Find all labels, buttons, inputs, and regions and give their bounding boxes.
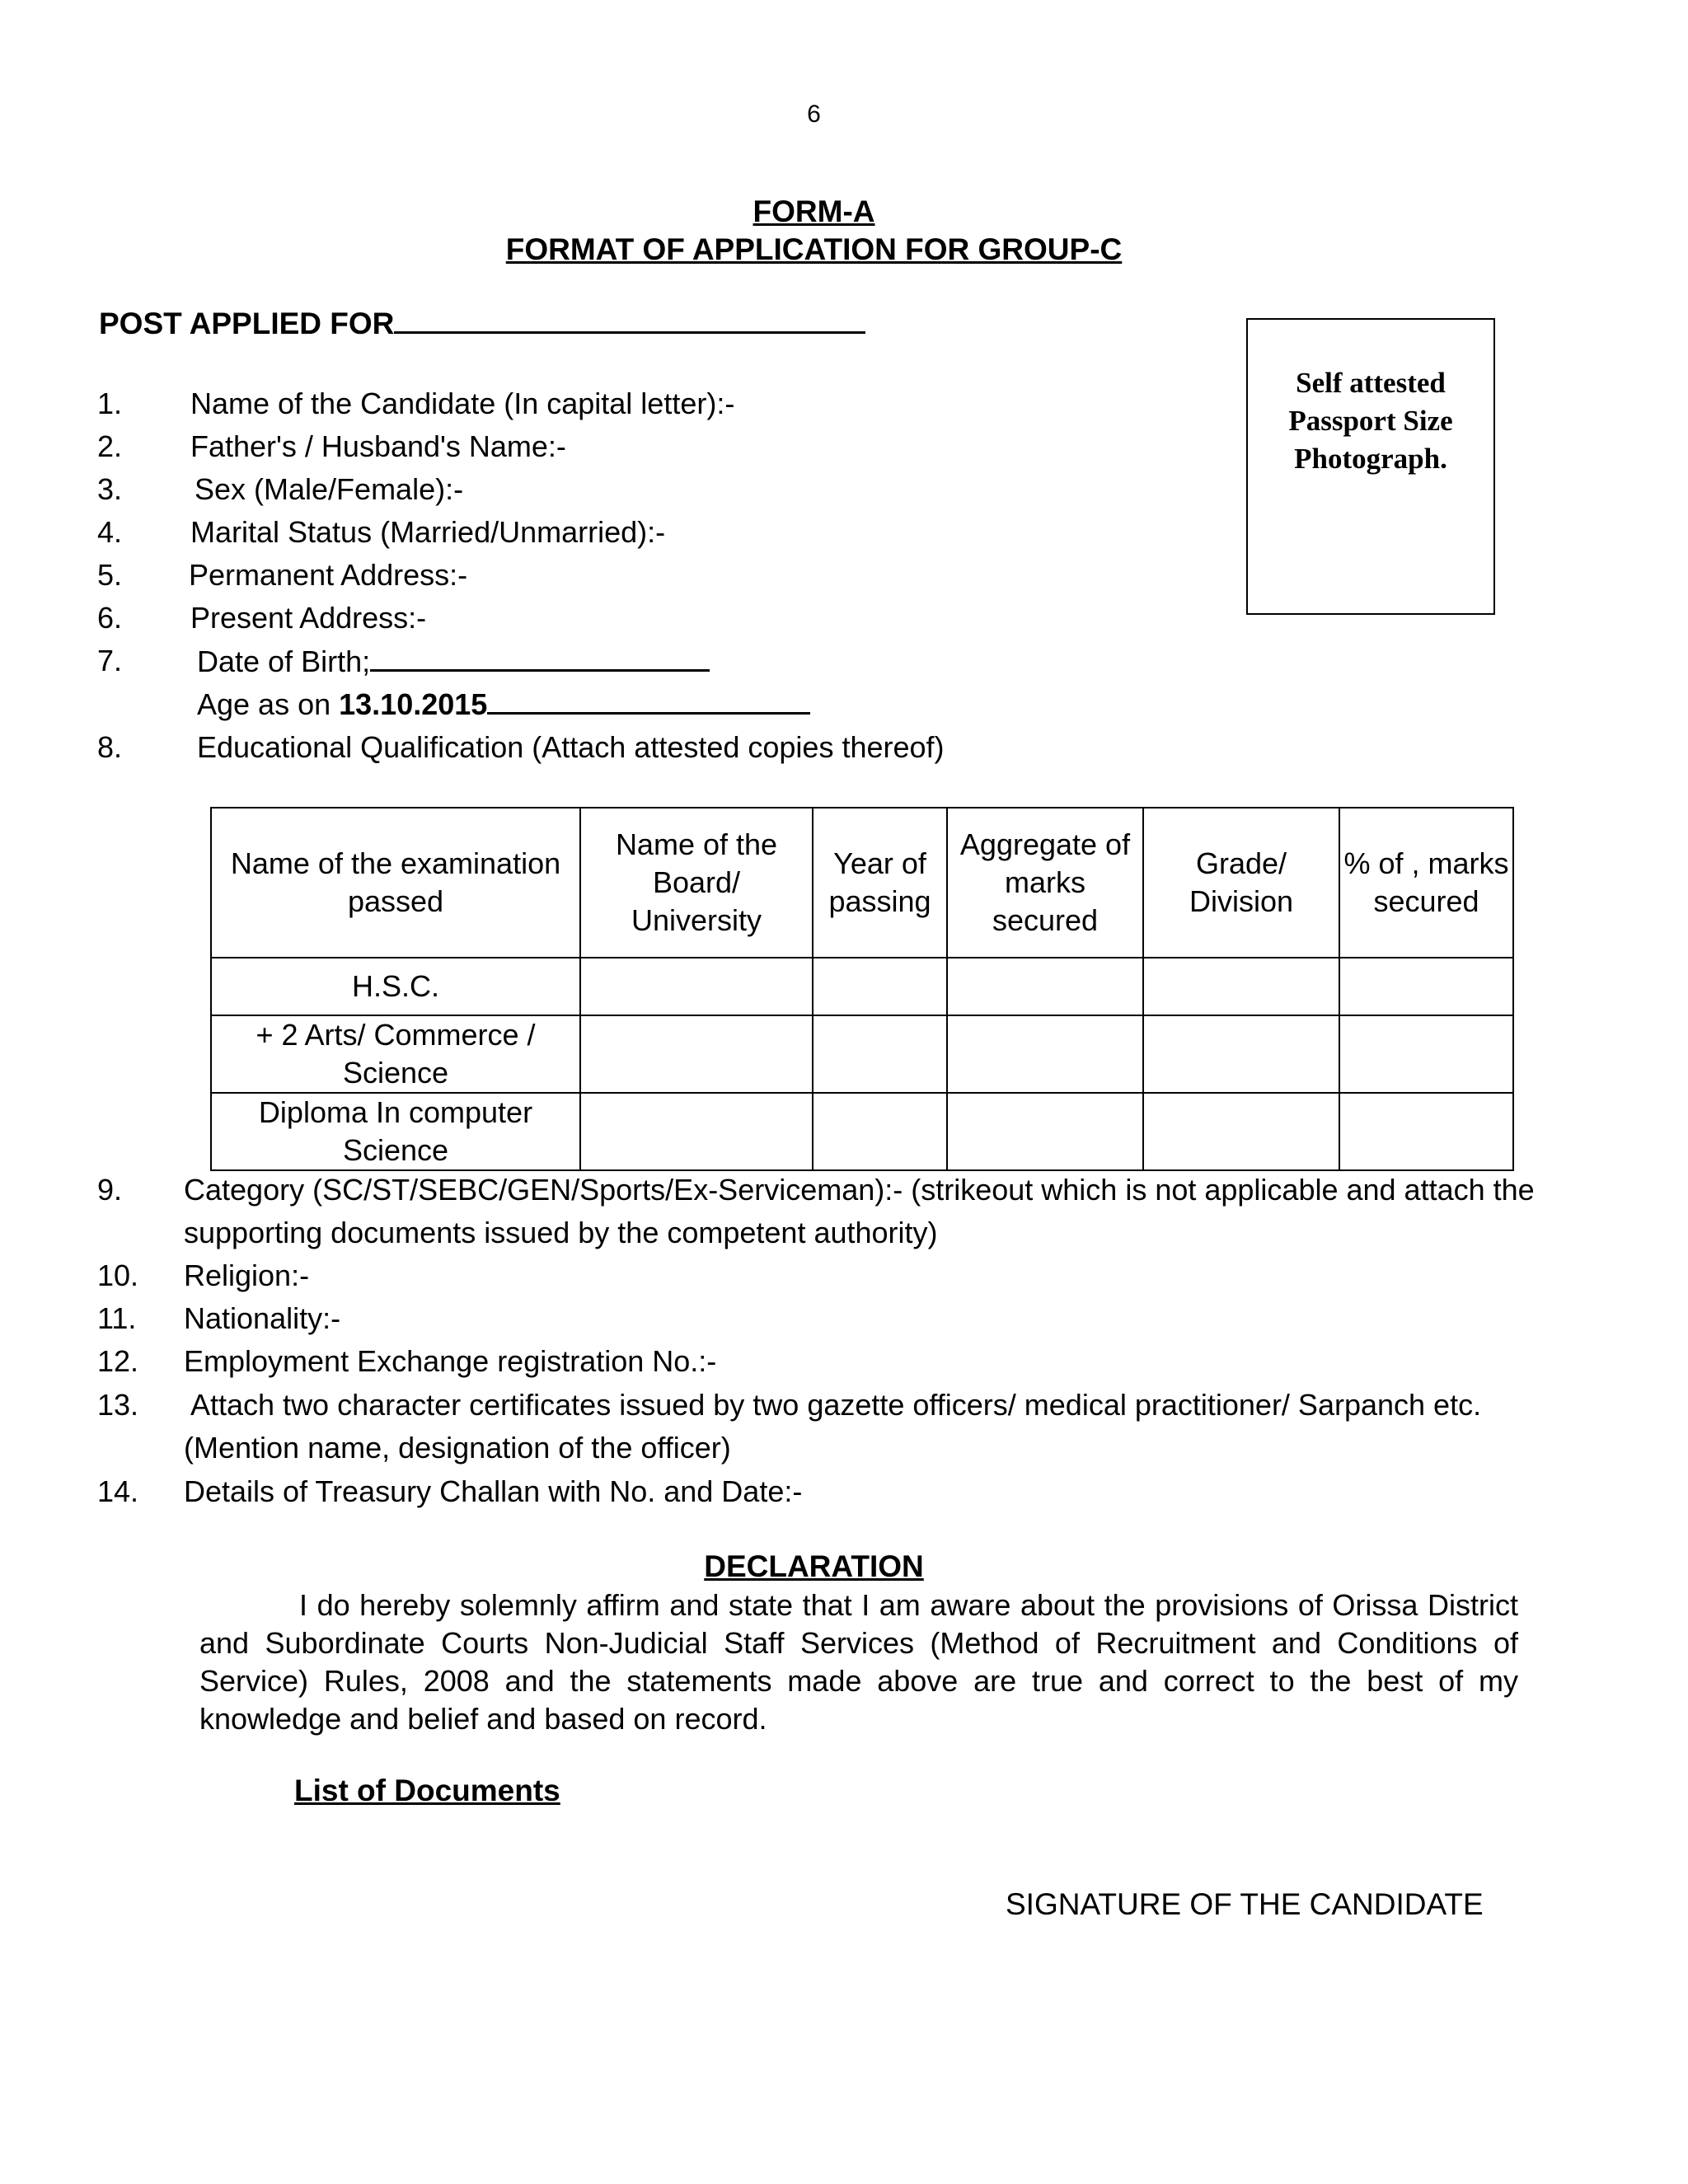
row-label: + 2 Arts/ Commerce / Science	[211, 1015, 580, 1093]
column-header: Aggregate of marks secured	[947, 808, 1143, 958]
photo-line-2: Passport Size	[1288, 405, 1453, 437]
item-label: Attach two character certificates issued by two gazette officers/ medical practitioner/ Sarpanch etc.	[190, 1388, 1482, 1422]
list-of-documents-heading: List of Documents	[294, 1774, 560, 1807]
item-label	[197, 687, 810, 721]
post-applied-for-label: POST APPLIED FOR	[99, 307, 395, 340]
item-number: 11.	[97, 1301, 137, 1335]
table-cell[interactable]	[813, 958, 947, 1015]
item-label: Name of the Candidate (In capital letter):-	[190, 387, 735, 420]
photograph-box[interactable]	[1246, 318, 1495, 615]
item-label: Employment Exchange registration No.:-	[184, 1344, 717, 1378]
item-label: Father's / Husband's Name:-	[190, 429, 566, 463]
item-number: 8.	[97, 730, 123, 764]
table-cell[interactable]	[1143, 1015, 1339, 1093]
table-row	[211, 1015, 1513, 1093]
form-subtitle: FORMAT OF APPLICATION FOR GROUP-C	[505, 232, 1123, 266]
page-number: 6	[807, 101, 821, 128]
table-cell[interactable]	[947, 958, 1143, 1015]
item-label: Religion:-	[184, 1258, 310, 1292]
item-label: Present Address:-	[190, 601, 427, 635]
item-number: 12.	[97, 1344, 139, 1378]
item-number: 6.	[97, 601, 123, 635]
photo-line-1: Self attested	[1296, 367, 1446, 399]
item-label: Educational Qualification (Attach attested copies thereof)	[197, 730, 945, 764]
item-number: 9.	[97, 1173, 123, 1207]
item-number: 5.	[97, 558, 123, 592]
item-label: Sex (Male/Female):-	[195, 472, 464, 506]
table-cell[interactable]	[1339, 1093, 1513, 1170]
row-label: H.S.C.	[211, 958, 580, 1015]
signature-label: SIGNATURE OF THE CANDIDATE	[1006, 1887, 1484, 1921]
qualification-table	[210, 807, 1514, 1171]
table-cell[interactable]	[947, 1015, 1143, 1093]
form-title: FORM-A	[753, 194, 875, 228]
declaration-heading: DECLARATION	[704, 1549, 924, 1583]
item-number: 2.	[97, 429, 123, 463]
item-number: 7.	[97, 644, 123, 677]
item-label-continued: supporting documents issued by the competent authority)	[184, 1216, 938, 1249]
column-header: % of , marks secured	[1339, 808, 1513, 958]
post-applied-for-blank[interactable]	[394, 307, 865, 334]
dob-label: Date of Birth;	[197, 644, 371, 678]
table-row	[211, 1093, 1513, 1170]
item-label: Marital Status (Married/Unmarried):-	[190, 515, 666, 549]
table-cell[interactable]	[813, 1015, 947, 1093]
table-cell[interactable]	[813, 1093, 947, 1170]
item-number: 4.	[97, 515, 123, 549]
column-header: Grade/ Division	[1143, 808, 1339, 958]
table-cell[interactable]	[1143, 1093, 1339, 1170]
table-row	[211, 958, 1513, 1015]
photograph-box-caption	[1288, 364, 1452, 478]
column-header: Year of passing	[813, 808, 947, 958]
photo-line-3: Photograph.	[1294, 443, 1447, 475]
table-header-row	[211, 808, 1513, 958]
declaration-text	[199, 1586, 1518, 1738]
item-number: 3.	[97, 472, 123, 506]
post-applied-for	[99, 307, 865, 341]
table-cell[interactable]	[947, 1093, 1143, 1170]
column-header: Name of the examination passed	[211, 808, 580, 958]
item-label	[197, 644, 710, 678]
declaration-body: I do hereby solemnly affirm and state that I am aware about the provisions of Orissa District and Subordinate Courts Non-Judicial Staff Services (Method of Recruitment and Conditions of Service) Rules, 2008 and the statements made above are true and correct to the best of my knowledge and belief and based on record.	[199, 1588, 1518, 1736]
table-cell[interactable]	[1143, 958, 1339, 1015]
table-cell[interactable]	[1339, 1015, 1513, 1093]
item-number: 13.	[97, 1388, 139, 1422]
item-label: Category (SC/ST/SEBC/GEN/Sports/Ex-Serviceman):- (strikeout which is not applicable and attach the	[184, 1173, 1535, 1207]
item-label-continued: (Mention name, designation of the officer)	[184, 1431, 731, 1465]
item-number: 14.	[97, 1474, 139, 1508]
table-cell[interactable]	[1339, 958, 1513, 1015]
table-cell[interactable]	[580, 1093, 813, 1170]
age-label: Age as on	[197, 687, 340, 721]
item-label: Details of Treasury Challan with No. and Date:-	[184, 1474, 803, 1508]
item-number: 1.	[97, 387, 123, 420]
age-reference-date: 13.10.2015	[339, 687, 488, 721]
row-label: Diploma In computer Science	[211, 1093, 580, 1170]
column-header: Name of the Board/ University	[580, 808, 813, 958]
item-label: Nationality:-	[184, 1301, 341, 1335]
item-label: Permanent Address:-	[189, 558, 468, 592]
item-number: 10.	[97, 1258, 139, 1292]
table-cell[interactable]	[580, 958, 813, 1015]
dob-blank[interactable]	[370, 644, 710, 672]
age-blank[interactable]	[487, 687, 810, 715]
table-cell[interactable]	[580, 1015, 813, 1093]
